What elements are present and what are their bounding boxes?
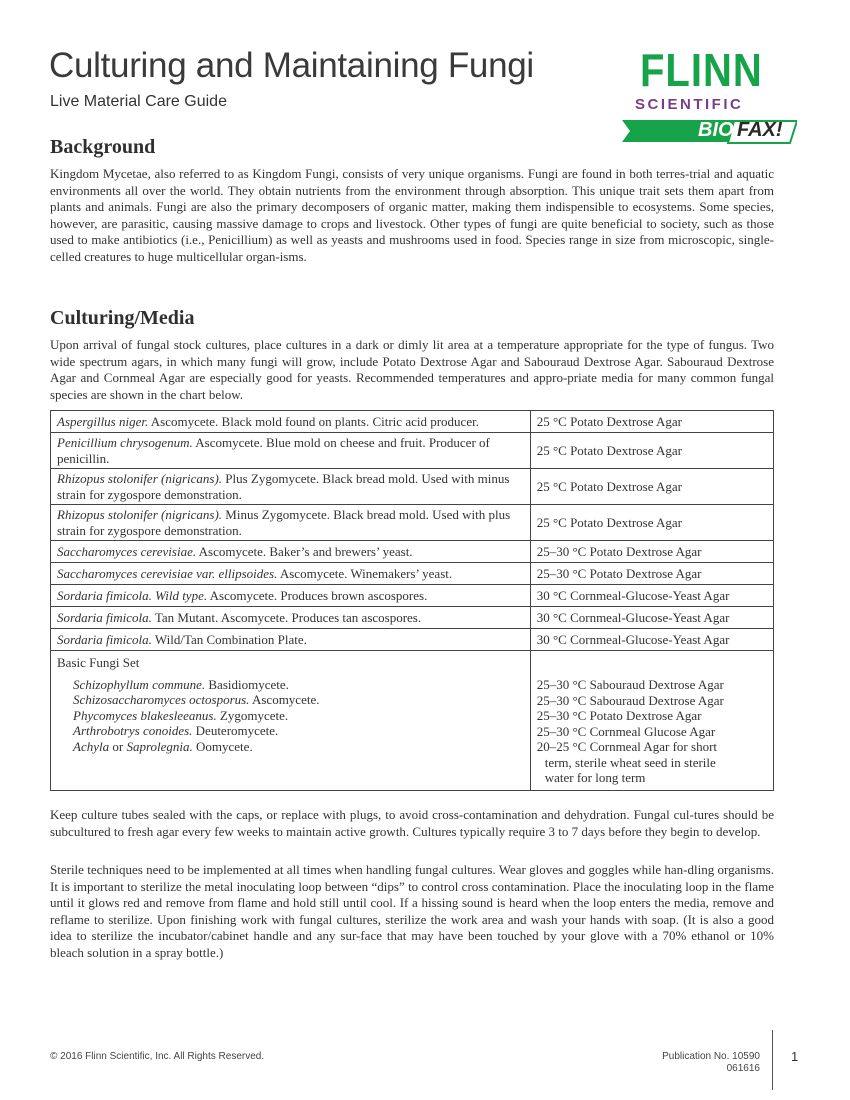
species-joiner: or — [109, 738, 127, 754]
species-description: Minus Zygomycete. Black bread mold. Used with plus strain for zygospore demonstration. — [57, 507, 511, 538]
table-row — [51, 411, 774, 433]
species-name: Saccharomyces cerevisiae var. ellipsoides. — [57, 565, 278, 581]
species-description: Zygomycete. — [216, 707, 289, 723]
sterile-technique-paragraph: Sterile techniques need to be implemented at all times when handling fungal cultures. Wear gloves and goggles while han-dling organisms. It is important to sterilize the metal inoculating loop between “dips” to control cross contamination. Place the inoculating loop in the flame until it glows red and remove from flame and hold still until cool. If a hissing sound is heard when the loop enters the media, remove and reflame to sterilize. Upon finishing work with fungal cultures, sterilize the work area and wash your hands with soap. (It is also a good idea to sterilize the incubator/cabinet handle and any sur-face that may have been touched by your glove with a 70% ethanol or 10% bleach solution in a spray bottle.) — [50, 862, 774, 960]
flinn-logo — [620, 45, 805, 153]
species-description: Wild/Tan Combination Plate. — [151, 631, 307, 647]
publication-code: 061616 — [726, 1063, 760, 1074]
species-description: Ascomycete. Blue mold on cheese and fruit. Producer of penicillin. — [57, 435, 490, 466]
table-row — [51, 541, 774, 563]
fungi-media-table — [50, 410, 774, 791]
basic-set-media-list — [537, 677, 767, 786]
table-row — [51, 505, 774, 541]
organism-cell — [51, 651, 531, 791]
organism-cell — [51, 563, 531, 585]
media-cell: 30 °C Cornmeal-Glucose-Yeast Agar — [530, 607, 773, 629]
media-item: 25–30 °C Sabouraud Dextrose Agar — [536, 692, 724, 708]
list-item — [73, 708, 524, 724]
media-item: 25–30 °C Cornmeal Glucose Agar — [536, 723, 716, 739]
list-item — [73, 739, 524, 755]
organism-cell — [51, 607, 531, 629]
media-item-continued: term, sterile wheat seed in sterile — [544, 754, 716, 770]
media-item: 25–30 °C Sabouraud Dextrose Agar — [536, 677, 724, 692]
organism-cell — [51, 469, 531, 505]
background-heading: Background — [50, 136, 156, 158]
table-row — [51, 629, 774, 651]
species-description: Oomycete. — [192, 738, 253, 754]
list-item — [73, 723, 524, 739]
species-description: Tan Mutant. Ascomycete. Produces tan ascospores. — [151, 609, 422, 625]
footer-publication — [600, 1051, 760, 1075]
table-row-basic-fungi-set — [51, 651, 774, 791]
species-name: Penicillium chrysogenum. — [57, 435, 193, 450]
media-cell: 25 °C Potato Dextrose Agar — [530, 433, 773, 469]
logo-fax-text: FAX! — [737, 119, 783, 141]
species-name: Sordaria fimicola. — [57, 631, 152, 647]
table-row — [51, 585, 774, 607]
media-cell: 25 °C Potato Dextrose Agar — [530, 469, 773, 505]
species-description: Ascomycete. Baker’s and brewers’ yeast. — [196, 543, 413, 559]
species-name: Saprolegnia. — [126, 738, 193, 754]
document-subtitle: Live Material Care Guide — [50, 93, 227, 110]
culture-storage-paragraph: Keep culture tubes sealed with the caps, or replace with plugs, to avoid cross-contamination and dehydration. Fungal cul-tures should be subcultured to fresh agar every few weeks to maintain active growth. Cultures typically require 3 to 7 days before they begin to develop. — [50, 807, 774, 839]
table-row — [51, 607, 774, 629]
table-row — [51, 469, 774, 505]
list-item — [73, 677, 524, 693]
publication-number: Publication No. 10590 — [662, 1051, 760, 1062]
species-name: Aspergillus niger. — [57, 413, 149, 429]
media-cell: 30 °C Cornmeal-Glucose-Yeast Agar — [530, 629, 773, 651]
basic-set-label: Basic Fungi Set — [57, 655, 140, 670]
species-name: Rhizopus stolonifer (nigricans). — [57, 471, 223, 486]
organism-cell — [51, 629, 531, 651]
species-name: Rhizopus stolonifer (nigricans). — [57, 507, 223, 522]
species-name: Sordaria fimicola. Wild type. — [57, 587, 208, 603]
species-name: Schizophyllum commune. — [73, 676, 206, 692]
species-description: Plus Zygomycete. Black bread mold. Used with minus strain for zygospore demonstration. — [57, 471, 510, 502]
organism-cell — [51, 541, 531, 563]
species-description: Ascomycete. — [249, 692, 320, 707]
list-item — [73, 692, 524, 708]
table-row — [51, 433, 774, 469]
logo-flinn-text: FLINN — [640, 45, 763, 97]
logo-bio-text: BIO — [698, 119, 734, 141]
culturing-paragraph: Upon arrival of fungal stock cultures, place cultures in a dark or dimly lit area at a temperature appropriate for the type of fungus. Two wide spectrum agars, in which many fungi will grow, include Potato Dextrose Agar and Sabouraud Dextrose Agar. Sabouraud Dextrose Agar and Cornmeal Agar are especially good for yeasts. Recommended temperatures and appro-priate media for many common fungal species are shown in the chart below. — [50, 337, 774, 402]
footer-divider — [772, 1030, 773, 1090]
media-item: 20–25 °C Cornmeal Agar for short — [536, 739, 718, 754]
species-description: Ascomycete. Winemakers’ yeast. — [277, 565, 453, 581]
species-description: Ascomycete. Produces brown ascospores. — [207, 587, 428, 603]
media-cell: 30 °C Cornmeal-Glucose-Yeast Agar — [530, 585, 773, 607]
basic-set-organism-list — [73, 677, 524, 755]
species-name: Schizosaccharomyces octosporus. — [73, 692, 250, 707]
media-cell: 25–30 °C Potato Dextrose Agar — [530, 541, 773, 563]
media-cell: 25 °C Potato Dextrose Agar — [530, 411, 773, 433]
background-paragraph: Kingdom Mycetae, also referred to as Kingdom Fungi, consists of very unique organisms. Fungi are found in both terres-trial and aquatic environments all over the world. They obtain nutrients from the environment through absorption. This unique trait sets them apart from plants and animals. Fungi are also the primary decomposers of organic matter, making them indispensible to ecosystems. Some species, however, are parasitic, causing massive damage to crops and livestock. Other types of fungi are quite beneficial to society, such as those used to make antibiotics (i.e., Penicillium) as well as yeasts and mushrooms used in food. Species range in size from microscopic, single-celled creatures to huge multicellular organ-isms. — [50, 166, 774, 264]
species-description: Deuteromycete. — [192, 723, 279, 738]
table-row — [51, 563, 774, 585]
media-item: 25–30 °C Potato Dextrose Agar — [536, 708, 702, 723]
species-name: Phycomyces blakesleeanus. — [73, 707, 217, 723]
species-name: Sordaria fimicola. — [57, 609, 152, 625]
media-cell: 25 °C Potato Dextrose Agar — [530, 505, 773, 541]
media-cell — [530, 651, 773, 791]
species-description: Basidiomycete. — [205, 676, 289, 692]
organism-cell — [51, 585, 531, 607]
species-name: Arthrobotrys conoides. — [73, 723, 193, 738]
media-item-continued: water for long term — [544, 770, 646, 785]
document-title: Culturing and Maintaining Fungi — [49, 46, 534, 85]
species-name: Achyla — [73, 738, 110, 754]
species-name: Saccharomyces cerevisiae. — [57, 543, 197, 559]
page-number: 1 — [791, 1049, 799, 1064]
media-cell: 25–30 °C Potato Dextrose Agar — [530, 563, 773, 585]
footer-copyright: © 2016 Flinn Scientific, Inc. All Rights Reserved. — [50, 1051, 265, 1062]
culturing-heading: Culturing/Media — [50, 307, 195, 329]
species-description: Ascomycete. Black mold found on plants. Citric acid producer. — [148, 413, 479, 429]
organism-cell — [51, 433, 531, 469]
logo-scientific-text: SCIENTIFIC — [635, 96, 744, 113]
organism-cell — [51, 505, 531, 541]
organism-cell — [51, 411, 531, 433]
